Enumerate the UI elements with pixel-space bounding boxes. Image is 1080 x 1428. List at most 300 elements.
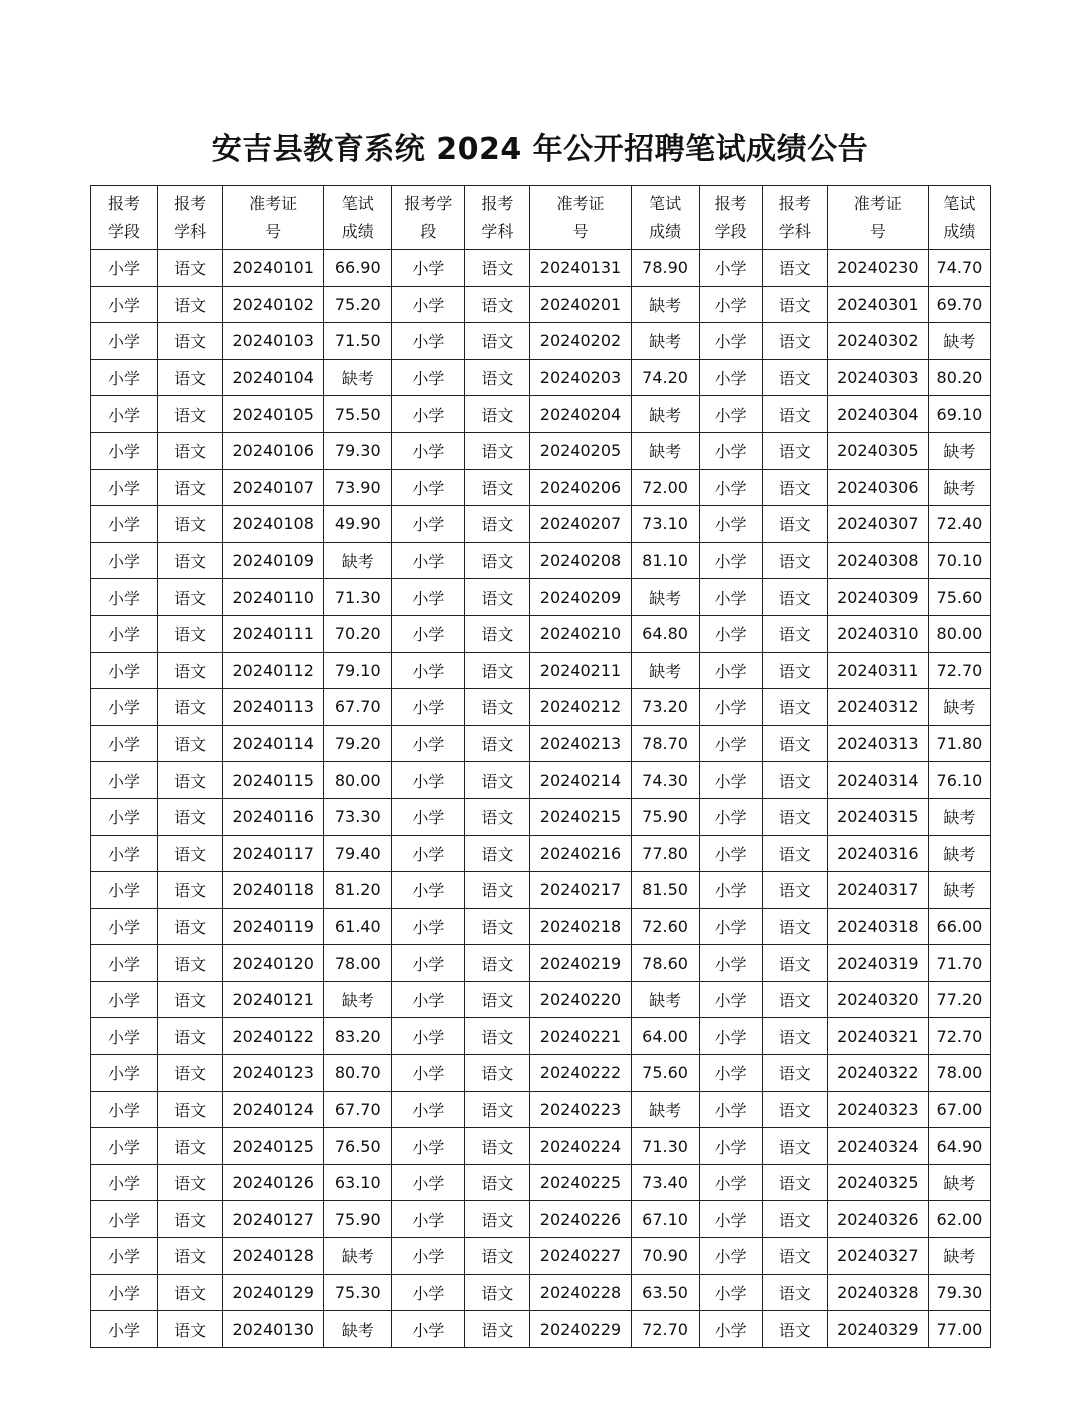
table-cell-stage: 小学 bbox=[699, 798, 762, 835]
table-cell-score: 69.10 bbox=[928, 396, 990, 433]
table-cell-score: 缺考 bbox=[928, 798, 990, 835]
table-cell-subject: 语文 bbox=[158, 542, 223, 579]
table-cell-score: 缺考 bbox=[631, 323, 699, 360]
table-cell-subject: 语文 bbox=[158, 1238, 223, 1275]
table-cell-exam-id: 20240321 bbox=[827, 1018, 928, 1055]
table-cell-exam-id: 20240103 bbox=[223, 323, 324, 360]
table-cell-stage: 小学 bbox=[91, 396, 158, 433]
table-cell-exam-id: 20240326 bbox=[827, 1201, 928, 1238]
table-row bbox=[91, 1238, 991, 1275]
table-cell-subject: 语文 bbox=[158, 1201, 223, 1238]
table-cell-exam-id: 20240305 bbox=[827, 432, 928, 469]
table-cell-exam-id: 20240307 bbox=[827, 506, 928, 543]
table-cell-stage: 小学 bbox=[699, 469, 762, 506]
table-cell-subject: 语文 bbox=[762, 945, 827, 982]
table-cell-subject: 语文 bbox=[465, 798, 530, 835]
table-cell-subject: 语文 bbox=[465, 359, 530, 396]
table-cell-exam-id: 20240104 bbox=[223, 359, 324, 396]
table-cell-stage: 小学 bbox=[392, 798, 465, 835]
table-cell-subject: 语文 bbox=[465, 1164, 530, 1201]
table-cell-stage: 小学 bbox=[91, 506, 158, 543]
table-cell-exam-id: 20240223 bbox=[530, 1091, 631, 1128]
column-header-subject bbox=[762, 186, 827, 250]
table-cell-exam-id: 20240304 bbox=[827, 396, 928, 433]
column-header-score bbox=[928, 186, 990, 250]
table-cell-score: 62.00 bbox=[928, 1201, 990, 1238]
table-cell-stage: 小学 bbox=[91, 1018, 158, 1055]
table-cell-exam-id: 20240117 bbox=[223, 835, 324, 872]
column-header-label: 笔试 成绩 bbox=[943, 193, 976, 241]
table-cell-exam-id: 20240107 bbox=[223, 469, 324, 506]
table-cell-exam-id: 20240315 bbox=[827, 798, 928, 835]
column-header-label: 报考学 段 bbox=[404, 193, 453, 241]
table-cell-exam-id: 20240119 bbox=[223, 908, 324, 945]
table-cell-stage: 小学 bbox=[392, 469, 465, 506]
table-cell-exam-id: 20240106 bbox=[223, 432, 324, 469]
table-cell-exam-id: 20240201 bbox=[530, 286, 631, 323]
table-cell-stage: 小学 bbox=[699, 250, 762, 287]
table-row bbox=[91, 762, 991, 799]
table-cell-stage: 小学 bbox=[392, 1311, 465, 1348]
table-cell-exam-id: 20240214 bbox=[530, 762, 631, 799]
table-cell-score: 缺考 bbox=[928, 469, 990, 506]
table-cell-stage: 小学 bbox=[392, 762, 465, 799]
table-cell-stage: 小学 bbox=[699, 1274, 762, 1311]
table-cell-exam-id: 20240219 bbox=[530, 945, 631, 982]
table-cell-score: 63.50 bbox=[631, 1274, 699, 1311]
table-row bbox=[91, 872, 991, 909]
table-cell-exam-id: 20240217 bbox=[530, 872, 631, 909]
table-cell-stage: 小学 bbox=[699, 579, 762, 616]
table-cell-exam-id: 20240123 bbox=[223, 1055, 324, 1092]
table-cell-subject: 语文 bbox=[158, 945, 223, 982]
table-cell-stage: 小学 bbox=[392, 1018, 465, 1055]
table-cell-score: 缺考 bbox=[928, 872, 990, 909]
table-row bbox=[91, 725, 991, 762]
column-header-label: 报考 学科 bbox=[174, 193, 207, 241]
table-cell-subject: 语文 bbox=[158, 432, 223, 469]
column-header-label: 准考证号 bbox=[556, 193, 605, 241]
table-cell-exam-id: 20240131 bbox=[530, 250, 631, 287]
table-cell-exam-id: 20240311 bbox=[827, 652, 928, 689]
table-cell-subject: 语文 bbox=[465, 323, 530, 360]
table-cell-score: 缺考 bbox=[928, 689, 990, 726]
table-cell-score: 缺考 bbox=[324, 981, 392, 1018]
table-cell-score: 75.20 bbox=[324, 286, 392, 323]
table-row bbox=[91, 1201, 991, 1238]
table-cell-score: 80.00 bbox=[928, 615, 990, 652]
table-cell-score: 78.00 bbox=[928, 1055, 990, 1092]
table-cell-stage: 小学 bbox=[392, 250, 465, 287]
table-cell-stage: 小学 bbox=[699, 762, 762, 799]
table-cell-score: 69.70 bbox=[928, 286, 990, 323]
table-cell-stage: 小学 bbox=[392, 908, 465, 945]
table-cell-subject: 语文 bbox=[762, 542, 827, 579]
table-cell-score: 79.30 bbox=[928, 1274, 990, 1311]
table-cell-stage: 小学 bbox=[392, 1055, 465, 1092]
table-cell-score: 缺考 bbox=[324, 542, 392, 579]
table-cell-exam-id: 20240225 bbox=[530, 1164, 631, 1201]
table-row bbox=[91, 1091, 991, 1128]
table-cell-exam-id: 20240129 bbox=[223, 1274, 324, 1311]
table-cell-subject: 语文 bbox=[465, 286, 530, 323]
table-cell-exam-id: 20240302 bbox=[827, 323, 928, 360]
table-cell-exam-id: 20240102 bbox=[223, 286, 324, 323]
table-cell-stage: 小学 bbox=[392, 725, 465, 762]
table-cell-stage: 小学 bbox=[392, 506, 465, 543]
table-cell-subject: 语文 bbox=[465, 1055, 530, 1092]
table-row bbox=[91, 469, 991, 506]
table-cell-score: 75.50 bbox=[324, 396, 392, 433]
column-header-score bbox=[631, 186, 699, 250]
table-cell-score: 缺考 bbox=[631, 981, 699, 1018]
table-cell-score: 78.60 bbox=[631, 945, 699, 982]
table-cell-stage: 小学 bbox=[392, 396, 465, 433]
table-row bbox=[91, 1164, 991, 1201]
table-cell-subject: 语文 bbox=[158, 1055, 223, 1092]
table-cell-stage: 小学 bbox=[91, 1128, 158, 1165]
table-cell-stage: 小学 bbox=[699, 981, 762, 1018]
table-cell-subject: 语文 bbox=[762, 798, 827, 835]
table-cell-subject: 语文 bbox=[465, 1238, 530, 1275]
table-cell-score: 76.50 bbox=[324, 1128, 392, 1165]
table-cell-score: 81.10 bbox=[631, 542, 699, 579]
table-cell-stage: 小学 bbox=[699, 286, 762, 323]
table-cell-stage: 小学 bbox=[392, 981, 465, 1018]
table-cell-subject: 语文 bbox=[158, 615, 223, 652]
column-header-label: 准考证号 bbox=[853, 193, 902, 241]
table-body bbox=[91, 250, 991, 1348]
table-cell-stage: 小学 bbox=[91, 1201, 158, 1238]
table-cell-score: 73.30 bbox=[324, 798, 392, 835]
table-cell-subject: 语文 bbox=[465, 579, 530, 616]
column-header-label: 准考证号 bbox=[249, 193, 298, 241]
table-cell-subject: 语文 bbox=[762, 1201, 827, 1238]
table-cell-stage: 小学 bbox=[91, 689, 158, 726]
table-cell-stage: 小学 bbox=[91, 1091, 158, 1128]
table-row bbox=[91, 323, 991, 360]
table-cell-score: 74.70 bbox=[928, 250, 990, 287]
table-cell-score: 83.20 bbox=[324, 1018, 392, 1055]
table-cell-stage: 小学 bbox=[91, 432, 158, 469]
table-cell-subject: 语文 bbox=[158, 689, 223, 726]
table-cell-score: 缺考 bbox=[928, 323, 990, 360]
table-cell-subject: 语文 bbox=[762, 1274, 827, 1311]
column-header-label: 报考 学科 bbox=[481, 193, 514, 241]
table-cell-subject: 语文 bbox=[762, 725, 827, 762]
table-cell-score: 74.30 bbox=[631, 762, 699, 799]
table-cell-stage: 小学 bbox=[91, 1055, 158, 1092]
table-cell-subject: 语文 bbox=[158, 359, 223, 396]
table-cell-exam-id: 20240303 bbox=[827, 359, 928, 396]
table-cell-subject: 语文 bbox=[158, 835, 223, 872]
table-cell-exam-id: 20240230 bbox=[827, 250, 928, 287]
table-cell-subject: 语文 bbox=[762, 579, 827, 616]
table-row bbox=[91, 1274, 991, 1311]
table-cell-subject: 语文 bbox=[158, 1018, 223, 1055]
table-cell-stage: 小学 bbox=[91, 652, 158, 689]
table-cell-exam-id: 20240203 bbox=[530, 359, 631, 396]
table-cell-subject: 语文 bbox=[465, 506, 530, 543]
table-cell-stage: 小学 bbox=[392, 615, 465, 652]
table-cell-score: 79.10 bbox=[324, 652, 392, 689]
table-cell-exam-id: 20240130 bbox=[223, 1311, 324, 1348]
table-cell-stage: 小学 bbox=[91, 1164, 158, 1201]
table-cell-subject: 语文 bbox=[465, 762, 530, 799]
table-row bbox=[91, 981, 991, 1018]
table-cell-score: 71.70 bbox=[928, 945, 990, 982]
table-cell-subject: 语文 bbox=[158, 469, 223, 506]
table-cell-stage: 小学 bbox=[91, 945, 158, 982]
table-cell-score: 71.80 bbox=[928, 725, 990, 762]
table-cell-exam-id: 20240121 bbox=[223, 981, 324, 1018]
table-cell-subject: 语文 bbox=[158, 323, 223, 360]
table-cell-exam-id: 20240126 bbox=[223, 1164, 324, 1201]
table-cell-stage: 小学 bbox=[392, 1201, 465, 1238]
table-cell-stage: 小学 bbox=[392, 835, 465, 872]
column-header-exam-id bbox=[827, 186, 928, 250]
table-row bbox=[91, 908, 991, 945]
table-cell-score: 72.70 bbox=[928, 1018, 990, 1055]
table-cell-subject: 语文 bbox=[158, 396, 223, 433]
table-cell-stage: 小学 bbox=[699, 396, 762, 433]
table-cell-score: 72.70 bbox=[928, 652, 990, 689]
table-cell-subject: 语文 bbox=[158, 1274, 223, 1311]
table-cell-exam-id: 20240215 bbox=[530, 798, 631, 835]
table-cell-score: 72.40 bbox=[928, 506, 990, 543]
table-cell-stage: 小学 bbox=[699, 725, 762, 762]
table-cell-exam-id: 20240112 bbox=[223, 652, 324, 689]
table-cell-stage: 小学 bbox=[392, 1238, 465, 1275]
table-cell-subject: 语文 bbox=[465, 1274, 530, 1311]
column-header-subject bbox=[158, 186, 223, 250]
table-cell-score: 缺考 bbox=[324, 359, 392, 396]
table-cell-subject: 语文 bbox=[762, 469, 827, 506]
table-cell-score: 75.60 bbox=[631, 1055, 699, 1092]
table-cell-score: 75.90 bbox=[631, 798, 699, 835]
table-cell-subject: 语文 bbox=[158, 1164, 223, 1201]
table-cell-score: 81.20 bbox=[324, 872, 392, 909]
column-header-exam-id bbox=[530, 186, 631, 250]
table-cell-score: 79.40 bbox=[324, 835, 392, 872]
table-cell-score: 缺考 bbox=[324, 1311, 392, 1348]
table-cell-score: 63.10 bbox=[324, 1164, 392, 1201]
table-cell-stage: 小学 bbox=[392, 542, 465, 579]
table-cell-stage: 小学 bbox=[699, 1164, 762, 1201]
table-cell-stage: 小学 bbox=[91, 725, 158, 762]
table-cell-stage: 小学 bbox=[699, 359, 762, 396]
table-cell-exam-id: 20240118 bbox=[223, 872, 324, 909]
table-cell-subject: 语文 bbox=[465, 432, 530, 469]
table-cell-score: 77.20 bbox=[928, 981, 990, 1018]
table-cell-score: 缺考 bbox=[928, 1238, 990, 1275]
table-cell-subject: 语文 bbox=[762, 689, 827, 726]
table-cell-stage: 小学 bbox=[392, 323, 465, 360]
table-cell-stage: 小学 bbox=[392, 1128, 465, 1165]
table-cell-stage: 小学 bbox=[699, 506, 762, 543]
table-cell-score: 75.90 bbox=[324, 1201, 392, 1238]
table-cell-exam-id: 20240301 bbox=[827, 286, 928, 323]
table-cell-stage: 小学 bbox=[392, 359, 465, 396]
table-cell-subject: 语文 bbox=[465, 945, 530, 982]
table-cell-score: 73.20 bbox=[631, 689, 699, 726]
table-cell-subject: 语文 bbox=[465, 1018, 530, 1055]
table-cell-score: 75.60 bbox=[928, 579, 990, 616]
table-cell-subject: 语文 bbox=[158, 579, 223, 616]
column-header-label: 笔试 成绩 bbox=[341, 193, 374, 241]
table-cell-subject: 语文 bbox=[158, 1128, 223, 1165]
table-cell-stage: 小学 bbox=[91, 798, 158, 835]
table-cell-score: 73.90 bbox=[324, 469, 392, 506]
table-cell-stage: 小学 bbox=[699, 652, 762, 689]
table-row bbox=[91, 1055, 991, 1092]
table-cell-subject: 语文 bbox=[762, 835, 827, 872]
table-cell-subject: 语文 bbox=[465, 396, 530, 433]
table-row bbox=[91, 652, 991, 689]
table-cell-exam-id: 20240202 bbox=[530, 323, 631, 360]
table-cell-exam-id: 20240218 bbox=[530, 908, 631, 945]
table-cell-subject: 语文 bbox=[762, 908, 827, 945]
table-cell-exam-id: 20240310 bbox=[827, 615, 928, 652]
table-cell-exam-id: 20240205 bbox=[530, 432, 631, 469]
table-row bbox=[91, 396, 991, 433]
table-cell-subject: 语文 bbox=[762, 1128, 827, 1165]
table-cell-exam-id: 20240221 bbox=[530, 1018, 631, 1055]
table-cell-stage: 小学 bbox=[392, 1164, 465, 1201]
table-cell-exam-id: 20240208 bbox=[530, 542, 631, 579]
table-cell-exam-id: 20240216 bbox=[530, 835, 631, 872]
table-cell-exam-id: 20240327 bbox=[827, 1238, 928, 1275]
table-cell-score: 77.00 bbox=[928, 1311, 990, 1348]
table-cell-subject: 语文 bbox=[465, 908, 530, 945]
table-cell-exam-id: 20240115 bbox=[223, 762, 324, 799]
table-cell-exam-id: 20240328 bbox=[827, 1274, 928, 1311]
table-cell-score: 缺考 bbox=[631, 652, 699, 689]
table-cell-stage: 小学 bbox=[699, 1055, 762, 1092]
table-cell-score: 缺考 bbox=[928, 1164, 990, 1201]
table-row bbox=[91, 506, 991, 543]
table-cell-stage: 小学 bbox=[699, 689, 762, 726]
table-cell-score: 79.20 bbox=[324, 725, 392, 762]
table-cell-stage: 小学 bbox=[392, 432, 465, 469]
table-cell-stage: 小学 bbox=[91, 1274, 158, 1311]
table-cell-subject: 语文 bbox=[762, 762, 827, 799]
table-cell-exam-id: 20240228 bbox=[530, 1274, 631, 1311]
table-header-row bbox=[91, 186, 991, 250]
table-cell-subject: 语文 bbox=[158, 652, 223, 689]
table-cell-stage: 小学 bbox=[91, 1238, 158, 1275]
table-cell-score: 67.00 bbox=[928, 1091, 990, 1128]
table-cell-subject: 语文 bbox=[465, 1311, 530, 1348]
column-header-label: 报考 学段 bbox=[714, 193, 747, 241]
table-cell-exam-id: 20240111 bbox=[223, 615, 324, 652]
table-cell-score: 缺考 bbox=[631, 579, 699, 616]
table-cell-stage: 小学 bbox=[699, 1091, 762, 1128]
table-cell-stage: 小学 bbox=[91, 1311, 158, 1348]
table-cell-stage: 小学 bbox=[392, 945, 465, 982]
table-cell-stage: 小学 bbox=[91, 762, 158, 799]
table-cell-score: 70.20 bbox=[324, 615, 392, 652]
table-cell-stage: 小学 bbox=[91, 872, 158, 909]
table-cell-score: 66.90 bbox=[324, 250, 392, 287]
table-cell-exam-id: 20240319 bbox=[827, 945, 928, 982]
column-header-score bbox=[324, 186, 392, 250]
column-header-stage bbox=[91, 186, 158, 250]
scores-table bbox=[90, 185, 991, 1348]
table-cell-stage: 小学 bbox=[699, 432, 762, 469]
column-header-label: 报考 学科 bbox=[778, 193, 811, 241]
table-cell-score: 77.80 bbox=[631, 835, 699, 872]
table-row bbox=[91, 1311, 991, 1348]
table-cell-exam-id: 20240124 bbox=[223, 1091, 324, 1128]
table-cell-exam-id: 20240120 bbox=[223, 945, 324, 982]
table-cell-stage: 小学 bbox=[699, 908, 762, 945]
table-cell-subject: 语文 bbox=[465, 689, 530, 726]
table-row bbox=[91, 689, 991, 726]
table-cell-score: 70.10 bbox=[928, 542, 990, 579]
table-cell-exam-id: 20240222 bbox=[530, 1055, 631, 1092]
table-cell-exam-id: 20240122 bbox=[223, 1018, 324, 1055]
table-row bbox=[91, 1018, 991, 1055]
table-row bbox=[91, 835, 991, 872]
table-cell-score: 缺考 bbox=[631, 432, 699, 469]
table-cell-exam-id: 20240329 bbox=[827, 1311, 928, 1348]
table-cell-stage: 小学 bbox=[91, 579, 158, 616]
table-cell-subject: 语文 bbox=[762, 1091, 827, 1128]
table-cell-score: 80.70 bbox=[324, 1055, 392, 1092]
table-cell-stage: 小学 bbox=[91, 835, 158, 872]
table-cell-stage: 小学 bbox=[699, 1201, 762, 1238]
table-cell-exam-id: 20240207 bbox=[530, 506, 631, 543]
table-cell-score: 78.00 bbox=[324, 945, 392, 982]
table-cell-stage: 小学 bbox=[392, 652, 465, 689]
table-cell-score: 缺考 bbox=[928, 835, 990, 872]
table-cell-score: 67.70 bbox=[324, 689, 392, 726]
table-cell-exam-id: 20240227 bbox=[530, 1238, 631, 1275]
table-cell-subject: 语文 bbox=[762, 359, 827, 396]
table-cell-score: 64.90 bbox=[928, 1128, 990, 1165]
table-cell-exam-id: 20240213 bbox=[530, 725, 631, 762]
table-row bbox=[91, 579, 991, 616]
table-cell-exam-id: 20240127 bbox=[223, 1201, 324, 1238]
table-cell-exam-id: 20240314 bbox=[827, 762, 928, 799]
table-cell-subject: 语文 bbox=[465, 615, 530, 652]
table-cell-subject: 语文 bbox=[762, 1311, 827, 1348]
table-cell-exam-id: 20240109 bbox=[223, 542, 324, 579]
table-cell-exam-id: 20240108 bbox=[223, 506, 324, 543]
table-row bbox=[91, 542, 991, 579]
table-cell-subject: 语文 bbox=[158, 981, 223, 1018]
table-cell-exam-id: 20240322 bbox=[827, 1055, 928, 1092]
table-cell-score: 80.00 bbox=[324, 762, 392, 799]
column-header-subject bbox=[465, 186, 530, 250]
table-cell-score: 64.00 bbox=[631, 1018, 699, 1055]
table-cell-exam-id: 20240320 bbox=[827, 981, 928, 1018]
table-cell-exam-id: 20240125 bbox=[223, 1128, 324, 1165]
column-header-stage bbox=[392, 186, 465, 250]
table-cell-score: 72.70 bbox=[631, 1311, 699, 1348]
table-cell-score: 70.90 bbox=[631, 1238, 699, 1275]
table-cell-stage: 小学 bbox=[392, 579, 465, 616]
table-cell-score: 64.80 bbox=[631, 615, 699, 652]
table-cell-score: 缺考 bbox=[324, 1238, 392, 1275]
table-cell-stage: 小学 bbox=[91, 908, 158, 945]
page-title: 安吉县教育系统 2024 年公开招聘笔试成绩公告 bbox=[211, 132, 869, 167]
table-cell-exam-id: 20240105 bbox=[223, 396, 324, 433]
table-cell-subject: 语文 bbox=[762, 1164, 827, 1201]
table-cell-exam-id: 20240116 bbox=[223, 798, 324, 835]
table-cell-subject: 语文 bbox=[762, 250, 827, 287]
